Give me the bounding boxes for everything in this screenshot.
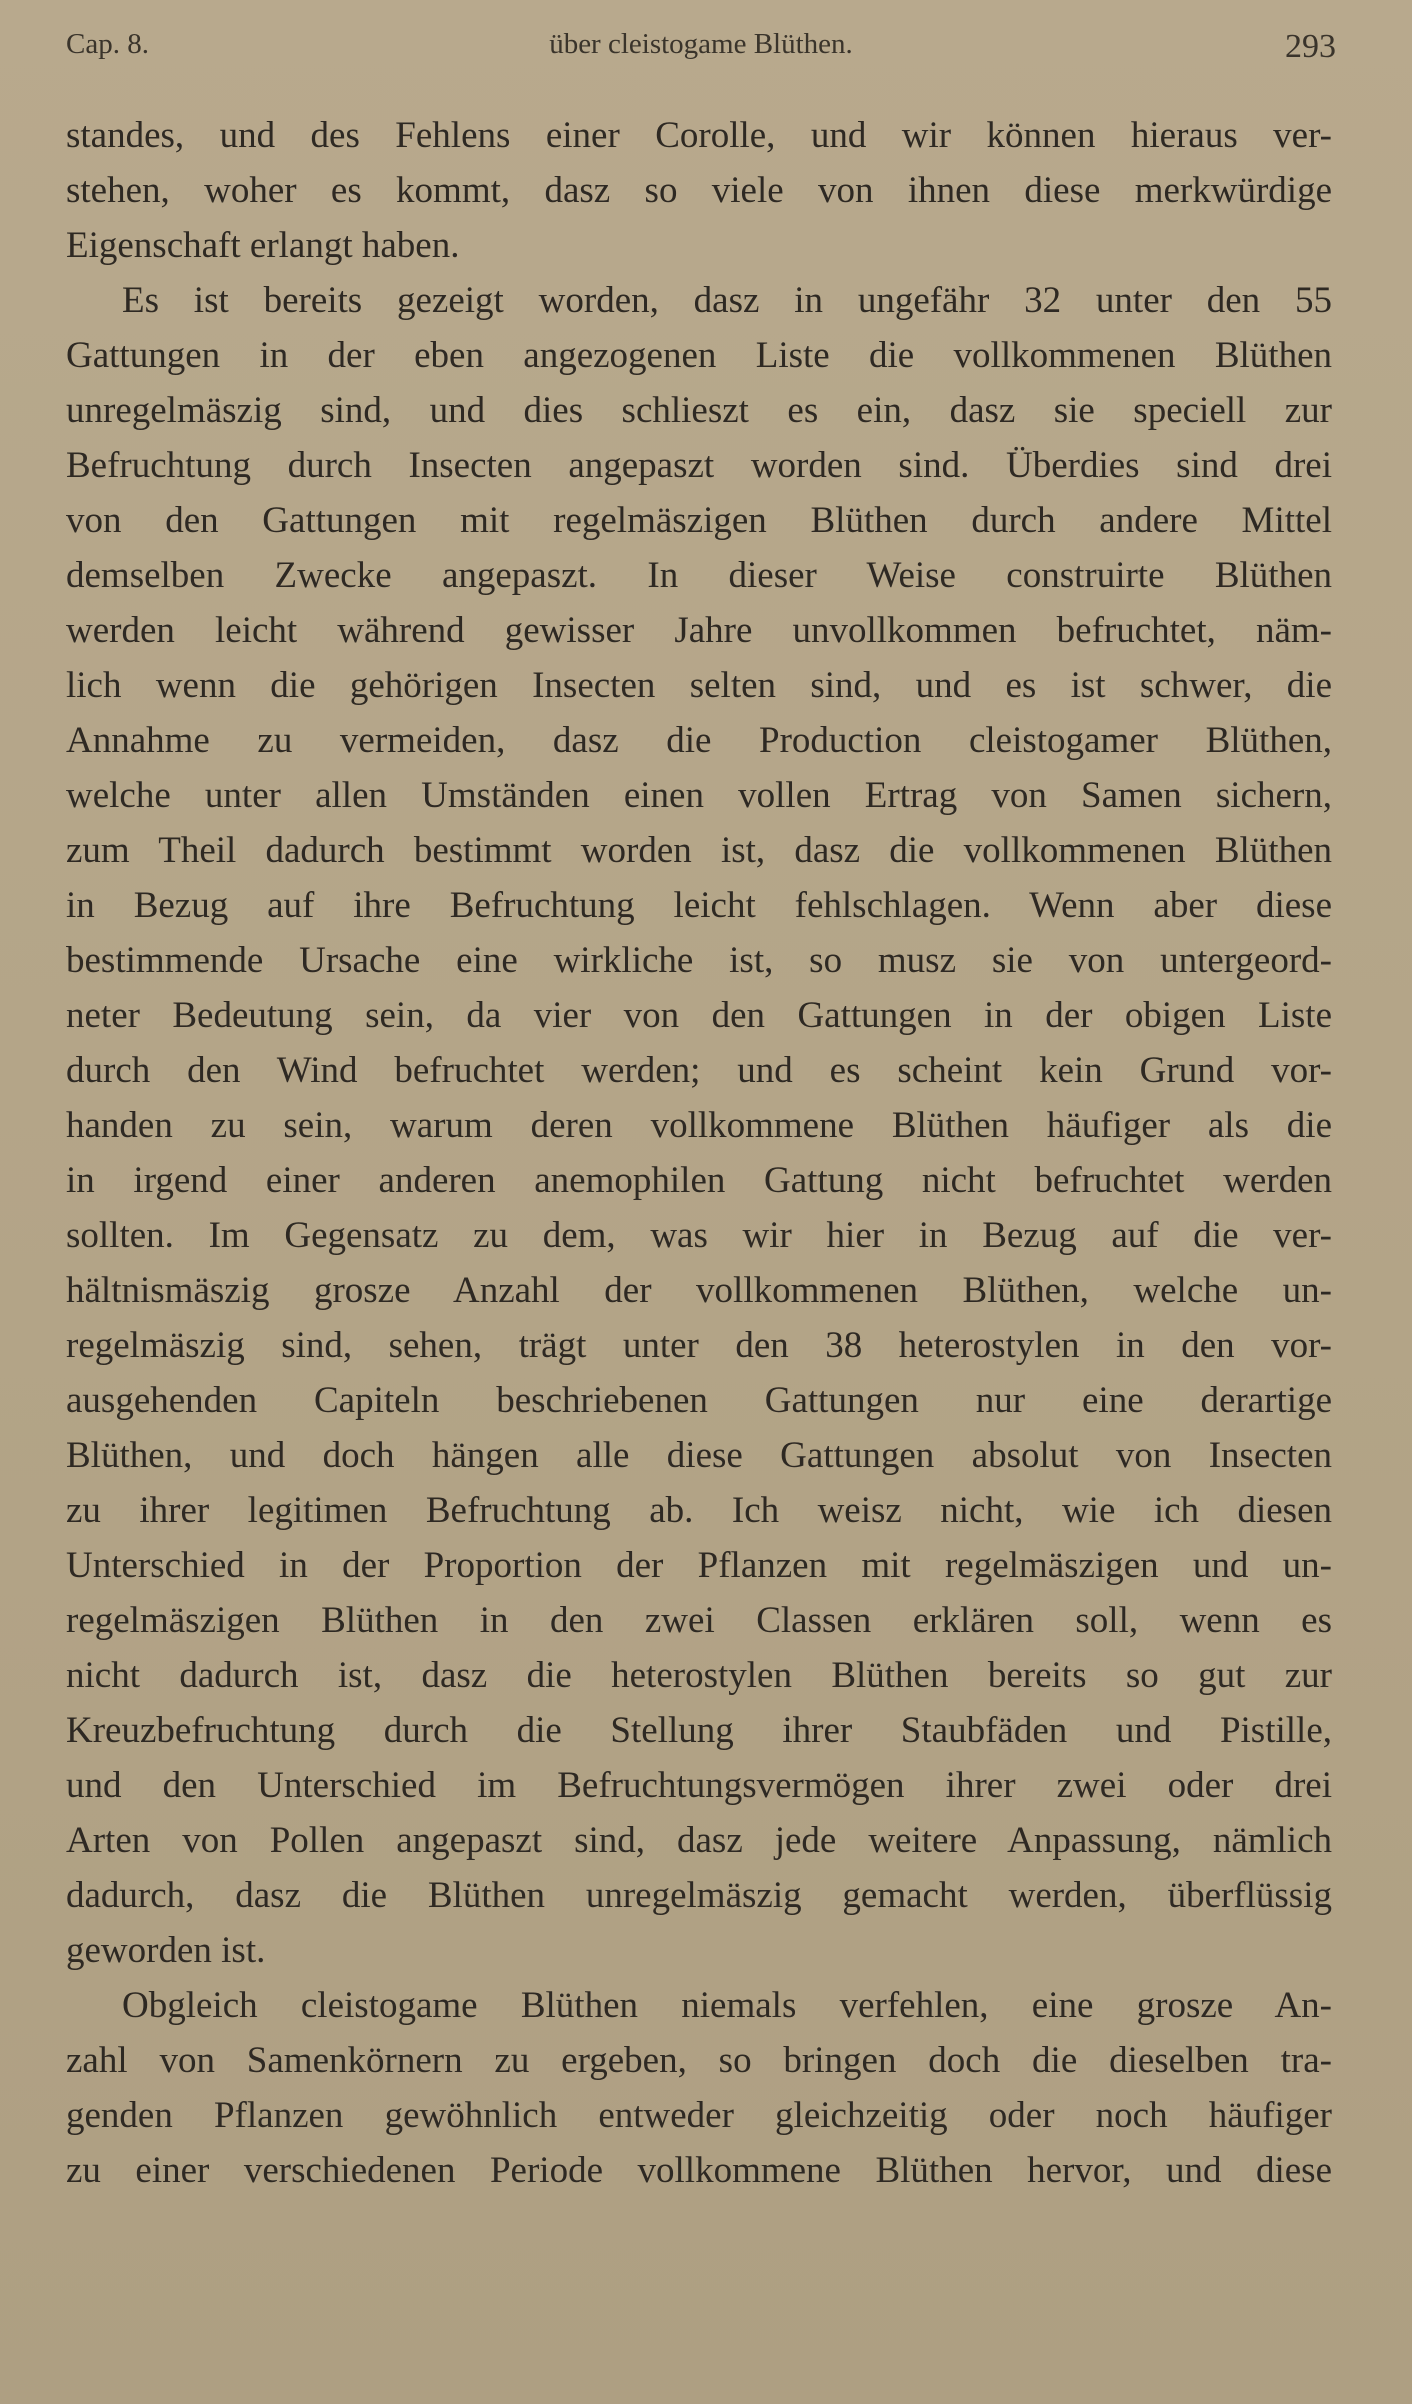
text-line: zu ihrer legitimen Befruchtung ab. Ich weisz nicht, wie ich diesen [66, 1490, 1332, 1531]
text-line: zahl von Samenkörnern zu ergeben, so bringen doch die dieselben tra- [66, 2040, 1332, 2081]
text-line: Es ist bereits gezeigt worden, dasz in ungefähr 32 unter den 55 [122, 280, 1332, 321]
text-line: neter Bedeutung sein, da vier von den Gattungen in der obigen Liste [66, 995, 1332, 1036]
text-line: lich wenn die gehörigen Insecten selten sind, und es ist schwer, die [66, 665, 1332, 706]
text-line: in irgend einer anderen anemophilen Gattung nicht befruchtet werden [66, 1160, 1332, 1201]
text-line: handen zu sein, warum deren vollkommene Blüthen häufiger als die [66, 1105, 1332, 1146]
text-line: unregelmäszig sind, und dies schlieszt es ein, dasz sie speciell zur [66, 390, 1332, 431]
text-line: Eigenschaft erlangt haben. [66, 225, 460, 266]
page-number: 293 [1285, 28, 1336, 65]
text-line: regelmäszig sind, sehen, trägt unter den 38 heterostylen in den vor- [66, 1325, 1332, 1366]
text-line: nicht dadurch ist, dasz die heterostylen Blüthen bereits so gut zur [66, 1655, 1332, 1696]
paragraph [66, 108, 1332, 273]
text-line: von den Gattungen mit regelmäszigen Blüthen durch andere Mittel [66, 500, 1332, 541]
text-line: genden Pflanzen gewöhnlich entweder gleichzeitig oder noch häufiger [66, 2095, 1332, 2136]
text-line: werden leicht während gewisser Jahre unvollkommen befruchtet, näm- [66, 610, 1332, 651]
text-line: Unterschied in der Proportion der Pflanzen mit regelmäszigen und un- [66, 1545, 1332, 1586]
text-line: stehen, woher es kommt, dasz so viele von ihnen diese merkwürdige [66, 170, 1332, 211]
running-title: über cleistogame Blüthen. [549, 28, 853, 60]
text-line: zum Theil dadurch bestimmt worden ist, dasz die vollkommenen Blüthen [66, 830, 1332, 871]
text-line: in Bezug auf ihre Befruchtung leicht fehlschlagen. Wenn aber diese [66, 885, 1332, 926]
text-line: und den Unterschied im Befruchtungsvermögen ihrer zwei oder drei [66, 1765, 1332, 1806]
text-line: regelmäszigen Blüthen in den zwei Classen erklären soll, wenn es [66, 1600, 1332, 1641]
text-line: zu einer verschiedenen Periode vollkommene Blüthen hervor, und diese [66, 2150, 1332, 2191]
text-line: standes, und des Fehlens einer Corolle, und wir können hieraus ver- [66, 115, 1332, 156]
text-line: bestimmende Ursache eine wirkliche ist, so musz sie von untergeord- [66, 940, 1332, 981]
chapter-label: Cap. 8. [66, 28, 149, 60]
text-line: Blüthen, und doch hängen alle diese Gattungen absolut von Insecten [66, 1435, 1332, 1476]
text-line: sollten. Im Gegensatz zu dem, was wir hier in Bezug auf die ver- [66, 1215, 1332, 1256]
text-line: Befruchtung durch Insecten angepaszt worden sind. Überdies sind drei [66, 445, 1332, 486]
text-line: durch den Wind befruchtet werden; und es scheint kein Grund vor- [66, 1050, 1332, 1091]
text-line: Arten von Pollen angepaszt sind, dasz jede weitere Anpassung, nämlich [66, 1820, 1332, 1861]
text-line: Kreuzbefruchtung durch die Stellung ihrer Staubfäden und Pistille, [66, 1710, 1332, 1751]
paragraph [66, 273, 1332, 1978]
text-line: ausgehenden Capiteln beschriebenen Gattungen nur eine derartige [66, 1380, 1332, 1421]
text-line: welche unter allen Umständen einen vollen Ertrag von Samen sichern, [66, 775, 1332, 816]
text-line: dadurch, dasz die Blüthen unregelmäszig gemacht werden, überflüssig [66, 1875, 1332, 1916]
text-line: hältnismäszig grosze Anzahl der vollkommenen Blüthen, welche un- [66, 1270, 1332, 1311]
body-text [66, 108, 1332, 2198]
paragraph [66, 1978, 1332, 2198]
running-header [66, 22, 1336, 72]
text-line: Annahme zu vermeiden, dasz die Production cleistogamer Blüthen, [66, 720, 1332, 761]
text-line: geworden ist. [66, 1930, 266, 1971]
text-line: Gattungen in der eben angezogenen Liste die vollkommenen Blüthen [66, 335, 1332, 376]
text-line: demselben Zwecke angepaszt. In dieser Weise construirte Blüthen [66, 555, 1332, 596]
text-line: Obgleich cleistogame Blüthen niemals verfehlen, eine grosze An- [122, 1985, 1332, 2026]
